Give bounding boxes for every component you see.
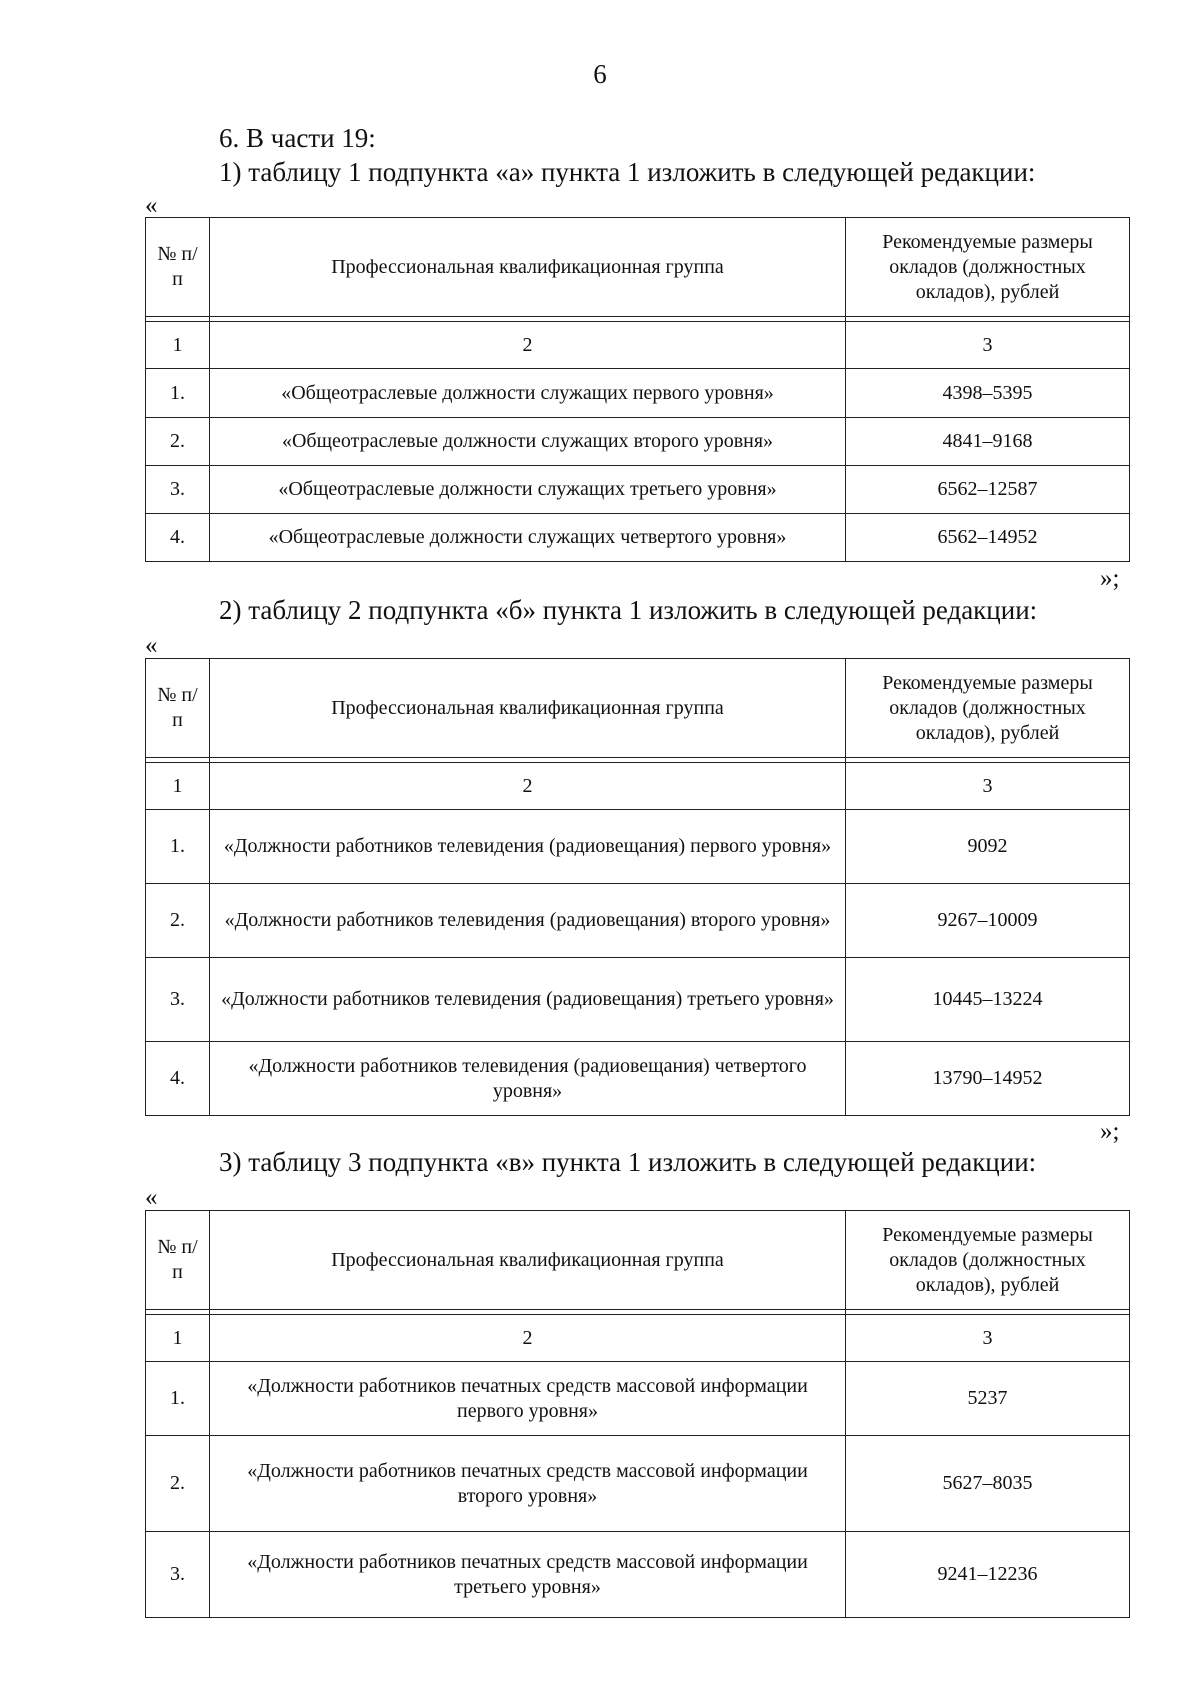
table-header-row xyxy=(146,659,1130,758)
row-number: 3. xyxy=(146,958,210,1042)
row-number: 2. xyxy=(146,1436,210,1532)
section-intro: 6. В части 19: xyxy=(219,123,376,153)
table-row xyxy=(146,1532,1130,1618)
table2-intro: 2) таблицу 2 подпункта «б» пункта 1 изложить в следующей редакции: xyxy=(219,595,1038,625)
header-number: № п/п xyxy=(146,659,210,758)
row-salary: 4398–5395 xyxy=(846,369,1130,418)
row-number: 2. xyxy=(146,884,210,958)
header-group: Профессиональная квалификационная группа xyxy=(210,218,846,317)
table-row xyxy=(146,884,1130,958)
table-row xyxy=(146,514,1130,562)
table-row xyxy=(146,418,1130,466)
column-number: 2 xyxy=(210,763,846,810)
table-row xyxy=(146,369,1130,418)
row-salary: 4841–9168 xyxy=(846,418,1130,466)
table-row xyxy=(146,958,1130,1042)
table-row xyxy=(146,466,1130,514)
column-number: 2 xyxy=(210,322,846,369)
row-salary: 9267–10009 xyxy=(846,884,1130,958)
column-number: 1 xyxy=(146,322,210,369)
table-row xyxy=(146,1042,1130,1116)
header-group: Профессиональная квалификационная группа xyxy=(210,659,846,758)
table1-intro: 1) таблицу 1 подпункта «а» пункта 1 изложить в следующей редакции: xyxy=(219,157,1036,187)
header-number: № п/п xyxy=(146,1211,210,1310)
row-group: «Общеотраслевые должности служащих второго уровня» xyxy=(210,418,846,466)
row-group: «Должности работников печатных средств массовой информации третьего уровня» xyxy=(210,1532,846,1618)
header-group: Профессиональная квалификационная группа xyxy=(210,1211,846,1310)
row-number: 1. xyxy=(146,1362,210,1436)
row-group: «Общеотраслевые должности служащих первого уровня» xyxy=(210,369,846,418)
row-group: «Должности работников телевидения (радиовещания) второго уровня» xyxy=(210,884,846,958)
row-group: «Должности работников печатных средств массовой информации второго уровня» xyxy=(210,1436,846,1532)
table2-close-quote: »; xyxy=(1100,1118,1120,1145)
row-salary: 5237 xyxy=(846,1362,1130,1436)
row-group: «Должности работников телевидения (радиовещания) первого уровня» xyxy=(210,810,846,884)
table-2 xyxy=(145,658,1130,1116)
row-number: 4. xyxy=(146,514,210,562)
table-row xyxy=(146,1436,1130,1532)
row-number: 1. xyxy=(146,810,210,884)
column-number: 3 xyxy=(846,763,1130,810)
column-numbers-row xyxy=(146,763,1130,810)
column-number: 3 xyxy=(846,322,1130,369)
header-salary: Рекомендуемые размеры окладов (должностных окладов), рублей xyxy=(846,218,1130,317)
row-group: «Должности работников телевидения (радиовещания) четвертого уровня» xyxy=(210,1042,846,1116)
table-1 xyxy=(145,217,1130,562)
row-salary: 13790–14952 xyxy=(846,1042,1130,1116)
row-number: 2. xyxy=(146,418,210,466)
table1-open-quote: « xyxy=(145,192,158,219)
row-group: «Должности работников печатных средств массовой информации первого уровня» xyxy=(210,1362,846,1436)
column-number: 1 xyxy=(146,1315,210,1362)
table-header-row xyxy=(146,218,1130,317)
row-salary: 5627–8035 xyxy=(846,1436,1130,1532)
row-number: 1. xyxy=(146,369,210,418)
row-salary: 9092 xyxy=(846,810,1130,884)
table2-open-quote: « xyxy=(145,632,158,659)
row-group: «Должности работников телевидения (радиовещания) третьего уровня» xyxy=(210,958,846,1042)
column-number: 3 xyxy=(846,1315,1130,1362)
row-salary: 6562–14952 xyxy=(846,514,1130,562)
row-salary: 6562–12587 xyxy=(846,466,1130,514)
page-number: 6 xyxy=(593,59,607,89)
header-salary: Рекомендуемые размеры окладов (должностных окладов), рублей xyxy=(846,659,1130,758)
table1-close-quote: »; xyxy=(1100,565,1120,592)
table-row xyxy=(146,1362,1130,1436)
table-row xyxy=(146,810,1130,884)
header-salary: Рекомендуемые размеры окладов (должностных окладов), рублей xyxy=(846,1211,1130,1310)
table3-intro: 3) таблицу 3 подпункта «в» пункта 1 изложить в следующей редакции: xyxy=(219,1147,1037,1177)
row-group: «Общеотраслевые должности служащих третьего уровня» xyxy=(210,466,846,514)
header-number: № п/п xyxy=(146,218,210,317)
table-3 xyxy=(145,1210,1130,1618)
column-numbers-row xyxy=(146,1315,1130,1362)
table-header-row xyxy=(146,1211,1130,1310)
row-number: 3. xyxy=(146,1532,210,1618)
column-numbers-row xyxy=(146,322,1130,369)
row-salary: 9241–12236 xyxy=(846,1532,1130,1618)
column-number: 1 xyxy=(146,763,210,810)
column-number: 2 xyxy=(210,1315,846,1362)
row-number: 4. xyxy=(146,1042,210,1116)
table3-open-quote: « xyxy=(145,1184,158,1211)
row-group: «Общеотраслевые должности служащих четвертого уровня» xyxy=(210,514,846,562)
row-number: 3. xyxy=(146,466,210,514)
row-salary: 10445–13224 xyxy=(846,958,1130,1042)
